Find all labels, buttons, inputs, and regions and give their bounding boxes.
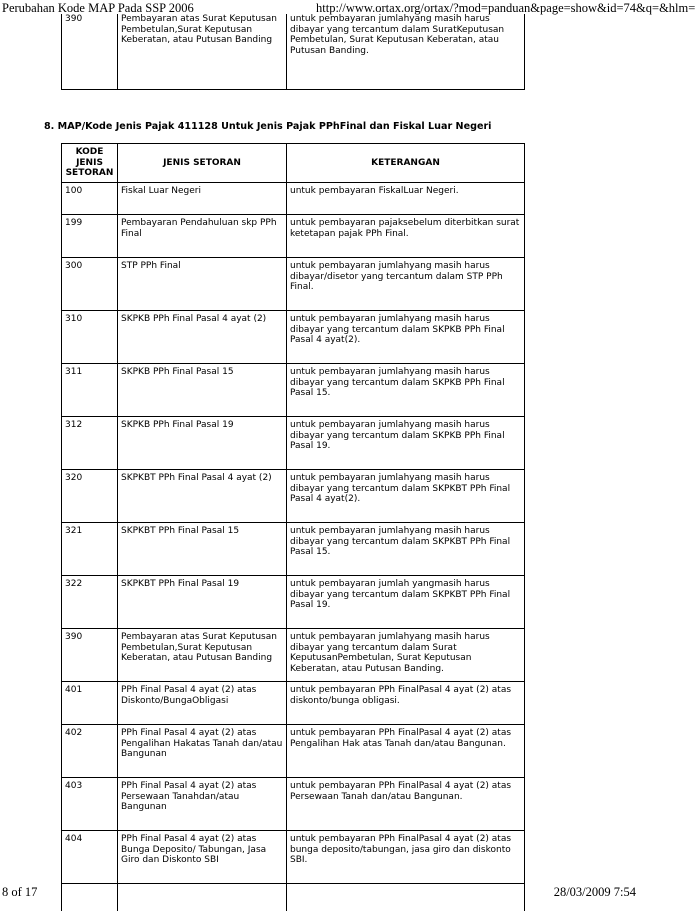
jenis-cell: SKPKB PPh Final Pasal 4 ayat (2): [118, 311, 287, 364]
jenis-cell: PPh Final Pasal 4 ayat (2) atas Diskonto/BungaObligasi: [118, 682, 287, 725]
kode-cell: 404: [62, 831, 118, 884]
jenis-cell: Pembayaran Pendahuluan skp PPh Final: [118, 215, 287, 258]
keterangan-cell: untuk pembayaran jumlahyang masih harus dibayar yang tercantum dalam SKPKB PPh Final Pasal 4 ayat(2).: [287, 311, 525, 364]
print-timestamp: 28/03/2009 7:54: [554, 885, 636, 899]
keterangan-cell: untuk pembayaran jumlah yangmasih harus dibayar yang tercantum dalam SKPKBT PPh Final Pasal 19.: [287, 576, 525, 629]
kode-cell: 322: [62, 576, 118, 629]
kode-cell: 390: [62, 14, 118, 90]
table-row: [62, 682, 525, 725]
table-row: [62, 470, 525, 523]
kode-cell: 199: [62, 215, 118, 258]
previous-table-continuation: [61, 14, 525, 90]
keterangan-cell: untuk pembayaran jumlahyang masih harus dibayar/disetor yang tercantum dalam STP PPh Final.: [287, 258, 525, 311]
keterangan-cell: untuk pembayaran jumlahyang masih harus dibayar yang tercantum dalam SuratKeputusan Pembetulan, Surat Keputusan Keberatan, atau Putusan Banding.: [287, 14, 525, 90]
table-row: [62, 523, 525, 576]
keterangan-cell: untuk pembayaran jumlahyang masih harus dibayar yang tercantum dalam SKPKBT PPh Final Pasal 15.: [287, 523, 525, 576]
jenis-cell: Pembayaran atas Surat Keputusan Pembetulan,Surat Keputusan Keberatan, atau Putusan Banding: [118, 14, 287, 90]
kode-cell: 321: [62, 523, 118, 576]
kode-cell: 390: [62, 629, 118, 682]
table-row: [62, 831, 525, 884]
kode-cell: 402: [62, 725, 118, 778]
keterangan-cell: untuk pembayaran PPh FinalPasal 4 ayat (2) atas Persewaan Tanah dan/atau Bangunan.: [287, 778, 525, 831]
header-jenis: JENIS SETORAN: [118, 144, 287, 183]
table-row-continued: [62, 884, 525, 911]
table-row: [62, 258, 525, 311]
table-row: [62, 417, 525, 470]
table-row: [62, 311, 525, 364]
header-keterangan: KETERANGAN: [287, 144, 525, 183]
table-header-row: [62, 144, 525, 183]
kode-cell: 401: [62, 682, 118, 725]
table-row: [62, 629, 525, 682]
keterangan-cell: untuk pembayaran PPh FinalPasal 4 ayat (2) atas diskonto/bunga obligasi.: [287, 682, 525, 725]
section-title: 8. MAP/Kode Jenis Pajak 411128 Untuk Jenis Pajak PPhFinal dan Fiskal Luar Negeri: [44, 121, 491, 132]
jenis-cell: SKPKBT PPh Final Pasal 19: [118, 576, 287, 629]
jenis-cell: PPh Final Pasal 4 ayat (2) atas Bunga Deposito/ Tabungan, Jasa Giro dan Diskonto SBI: [118, 831, 287, 884]
table-row: [62, 725, 525, 778]
kode-cell: 100: [62, 183, 118, 215]
jenis-cell: Fiskal Luar Negeri: [118, 183, 287, 215]
jenis-cell: STP PPh Final: [118, 258, 287, 311]
kode-setoran-table: [61, 143, 525, 911]
document-url: http://www.ortax.org/ortax/?mod=panduan&page=show&id=74&q=&hlm=: [316, 1, 638, 15]
document-title: Perubahan Kode MAP Pada SSP 2006: [2, 1, 194, 15]
jenis-cell: Pembayaran atas Surat Keputusan Pembetulan,Surat Keputusan Keberatan, atau Putusan Banding: [118, 629, 287, 682]
jenis-cell: PPh Final Pasal 4 ayat (2) atas Persewaan Tanahdan/atau Bangunan: [118, 778, 287, 831]
table-row: [62, 215, 525, 258]
table-row: [62, 14, 525, 90]
keterangan-cell: untuk pembayaran PPh FinalPasal 4 ayat (2) atas bunga deposito/tabungan, jasa giro dan diskonto SBI.: [287, 831, 525, 884]
keterangan-cell: untuk pembayaran jumlahyang masih harus dibayar yang tercantum dalam SKPKB PPh Final Pasal 19.: [287, 417, 525, 470]
keterangan-cell: untuk pembayaran pajaksebelum diterbitkan surat ketetapan pajak PPh Final.: [287, 215, 525, 258]
jenis-cell: SKPKBT PPh Final Pasal 15: [118, 523, 287, 576]
keterangan-cell: untuk pembayaran FiskalLuar Negeri.: [287, 183, 525, 215]
keterangan-cell: untuk pembayaran jumlahyang masih harus dibayar yang tercantum dalam SKPKBT PPh Final Pasal 4 ayat(2).: [287, 470, 525, 523]
kode-cell: 312: [62, 417, 118, 470]
kode-cell: 320: [62, 470, 118, 523]
kode-cell: 300: [62, 258, 118, 311]
jenis-cell: PPh Final Pasal 4 ayat (2) atas Pengalihan Hakatas Tanah dan/atau Bangunan: [118, 725, 287, 778]
table-row: [62, 778, 525, 831]
kode-cell: 310: [62, 311, 118, 364]
keterangan-cell: untuk pembayaran PPh FinalPasal 4 ayat (2) atas Pengalihan Hak atas Tanah dan/atau Bangunan.: [287, 725, 525, 778]
jenis-cell: SKPKB PPh Final Pasal 15: [118, 364, 287, 417]
table-row: [62, 576, 525, 629]
page-number: 8 of 17: [2, 885, 37, 899]
table-row: [62, 183, 525, 215]
jenis-cell: SKPKB PPh Final Pasal 19: [118, 417, 287, 470]
keterangan-cell: untuk pembayaran jumlahyang masih harus dibayar yang tercantum dalam Surat KeputusanPembetulan, Surat Keputusan Keberatan, atau Putusan Banding.: [287, 629, 525, 682]
keterangan-cell: untuk pembayaran jumlahyang masih harus dibayar yang tercantum dalam SKPKB PPh Final Pasal 15.: [287, 364, 525, 417]
header-kode: KODE JENIS SETORAN: [62, 144, 118, 183]
kode-cell: 311: [62, 364, 118, 417]
jenis-cell: SKPKBT PPh Final Pasal 4 ayat (2): [118, 470, 287, 523]
kode-cell: 403: [62, 778, 118, 831]
table-row: [62, 364, 525, 417]
